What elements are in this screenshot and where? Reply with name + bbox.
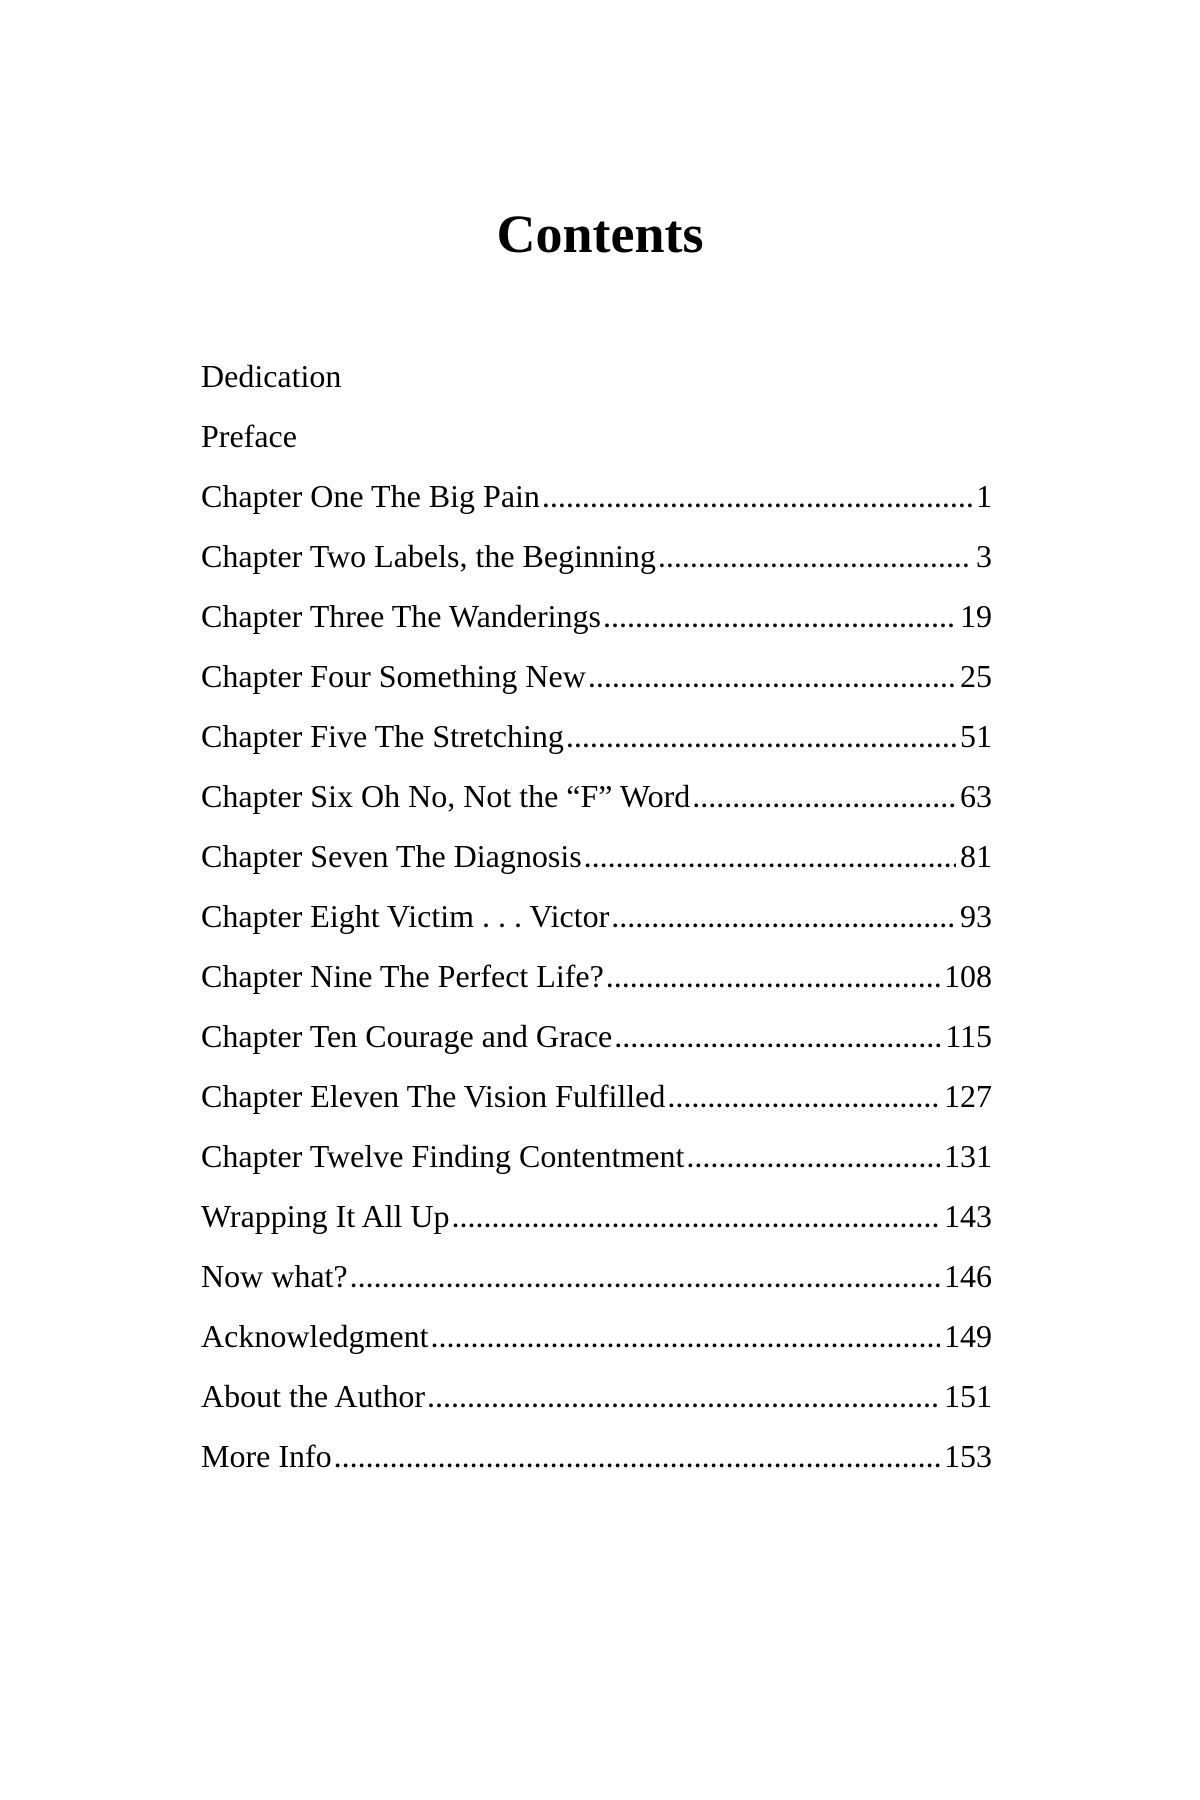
toc-entry-label: Now what? bbox=[201, 1258, 348, 1294]
toc-page-number: 131 bbox=[944, 1138, 992, 1174]
toc-entry-label: Chapter Twelve Finding Contentment bbox=[201, 1138, 685, 1174]
toc-page-number: 93 bbox=[960, 898, 992, 934]
toc-entry-chapter-three bbox=[201, 586, 992, 646]
toc-dot-leader bbox=[667, 1066, 940, 1126]
toc-page-number: 81 bbox=[960, 838, 992, 874]
toc-dot-leader bbox=[603, 586, 956, 646]
toc-entry-chapter-eight bbox=[201, 886, 992, 946]
toc-dot-leader bbox=[566, 706, 956, 766]
toc-entry-label: Chapter Five The Stretching bbox=[201, 718, 564, 754]
toc-dot-leader bbox=[334, 1426, 940, 1486]
toc-page-number: 1 bbox=[976, 478, 992, 514]
toc-entry-label: Chapter Three The Wanderings bbox=[201, 598, 601, 634]
toc-page-number: 3 bbox=[976, 538, 992, 574]
toc-entry-more-info bbox=[201, 1426, 992, 1486]
toc-entry-wrapping-up bbox=[201, 1186, 992, 1246]
toc-entry-chapter-seven bbox=[201, 826, 992, 886]
toc-entry-label: Acknowledgment bbox=[201, 1318, 429, 1354]
toc-entry-preface bbox=[201, 406, 992, 466]
toc-dot-leader bbox=[431, 1306, 941, 1366]
toc-dot-leader bbox=[542, 466, 972, 526]
toc-dot-leader bbox=[588, 646, 956, 706]
toc-page-number: 51 bbox=[960, 718, 992, 754]
toc-entry-label: Preface bbox=[201, 418, 297, 454]
toc-dot-leader bbox=[427, 1366, 940, 1426]
toc-entry-label: Chapter Eleven The Vision Fulfilled bbox=[201, 1078, 666, 1114]
toc-entry-about-author bbox=[201, 1366, 992, 1426]
toc-page-number: 115 bbox=[945, 1018, 992, 1054]
toc-entry-label: Chapter Nine The Perfect Life? bbox=[201, 958, 604, 994]
toc-entry-label: More Info bbox=[201, 1438, 332, 1474]
toc-entry-chapter-six bbox=[201, 766, 992, 826]
toc-entry-label: Chapter Four Something New bbox=[201, 658, 586, 694]
toc-page-number: 143 bbox=[944, 1198, 992, 1234]
toc-entry-label: Dedication bbox=[201, 358, 342, 394]
toc-dot-leader bbox=[692, 766, 956, 826]
toc-dot-leader bbox=[611, 886, 956, 946]
toc-page-number: 149 bbox=[944, 1318, 992, 1354]
toc-entry-chapter-ten bbox=[201, 1006, 992, 1066]
toc-page-number: 146 bbox=[944, 1258, 992, 1294]
toc-entry-chapter-twelve bbox=[201, 1126, 992, 1186]
toc-entry-label: Wrapping It All Up bbox=[201, 1198, 450, 1234]
toc-entry-label: Chapter One The Big Pain bbox=[201, 478, 540, 514]
toc-entry-chapter-nine bbox=[201, 946, 992, 1006]
toc-page-number: 63 bbox=[960, 778, 992, 814]
toc-entry-chapter-two bbox=[201, 526, 992, 586]
toc-dot-leader bbox=[686, 1126, 940, 1186]
page-title: Contents bbox=[496, 204, 704, 264]
toc-entry-label: Chapter Eight Victim . . . Victor bbox=[201, 898, 610, 934]
toc-dot-leader bbox=[350, 1246, 940, 1306]
toc-page-number: 19 bbox=[960, 598, 992, 634]
toc-entry-chapter-one bbox=[201, 466, 992, 526]
toc-entry-label: Chapter Six Oh No, Not the “F” Word bbox=[201, 778, 691, 814]
toc-page-number: 108 bbox=[944, 958, 992, 994]
toc-page-number: 25 bbox=[960, 658, 992, 694]
toc-page-number: 151 bbox=[944, 1378, 992, 1414]
toc-entry-now-what bbox=[201, 1246, 992, 1306]
toc-dot-leader bbox=[584, 826, 956, 886]
toc-page-number: 127 bbox=[944, 1078, 992, 1114]
toc-entry-chapter-eleven bbox=[201, 1066, 992, 1126]
toc-entry-acknowledgment bbox=[201, 1306, 992, 1366]
toc-dot-leader bbox=[614, 1006, 941, 1066]
toc-entry-label: Chapter Ten Courage and Grace bbox=[201, 1018, 613, 1054]
toc-page-number: 153 bbox=[944, 1438, 992, 1474]
toc-dot-leader bbox=[658, 526, 972, 586]
toc-entry-dedication bbox=[201, 346, 992, 406]
toc-entry-label: Chapter Two Labels, the Beginning bbox=[201, 538, 656, 574]
toc-entry-chapter-five bbox=[201, 706, 992, 766]
table-of-contents bbox=[201, 346, 992, 1486]
toc-dot-leader bbox=[451, 1186, 940, 1246]
toc-entry-label: Chapter Seven The Diagnosis bbox=[201, 838, 582, 874]
toc-dot-leader bbox=[606, 946, 940, 1006]
toc-entry-label: About the Author bbox=[201, 1378, 425, 1414]
toc-entry-chapter-four bbox=[201, 646, 992, 706]
